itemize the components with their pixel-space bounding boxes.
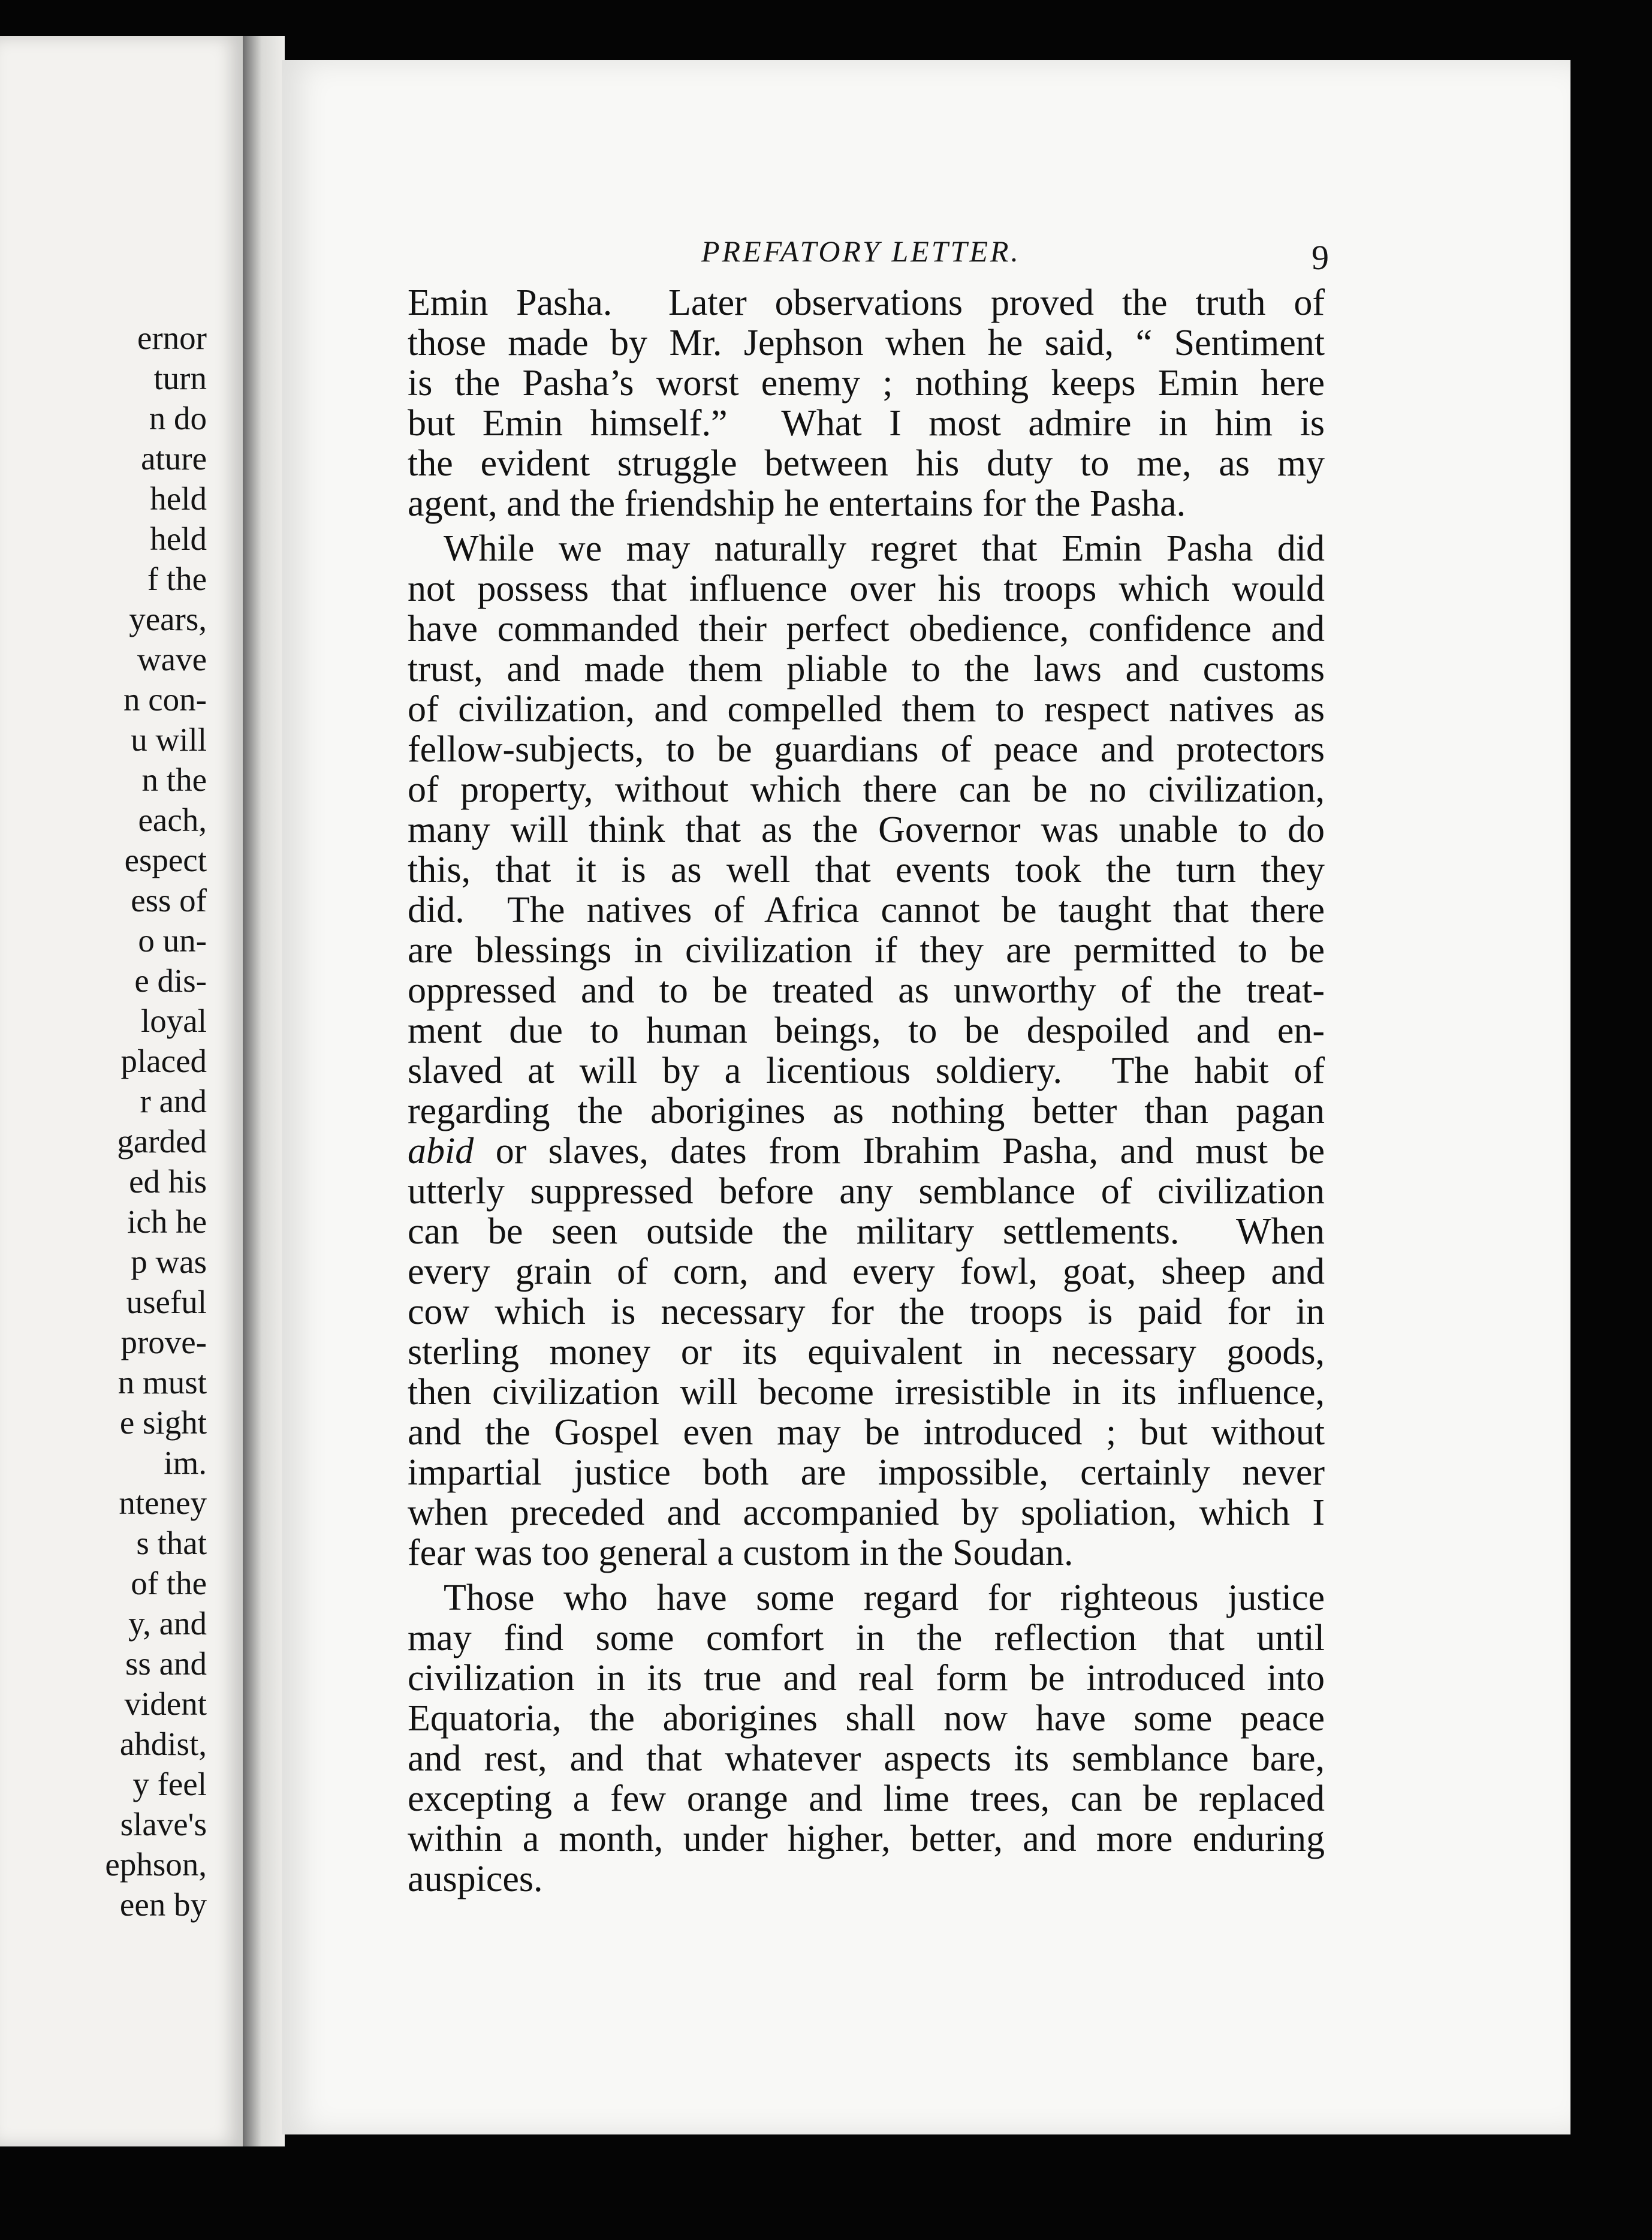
text-fragment: p was — [131, 1244, 207, 1280]
text-fragment: turn — [153, 360, 207, 396]
text-line: regarding the aborigines as nothing better than pagan — [408, 1091, 1325, 1131]
text-line: oppressed and to be treated as unworthy of the treat- — [408, 970, 1325, 1011]
text-line: within a month, under higher, better, and more enduring — [408, 1819, 1325, 1859]
text-line: then civilization will become irresistible in its influence, — [408, 1372, 1325, 1413]
text-fragment: een by — [119, 1886, 207, 1923]
text-line: not possess that influence over his troops which would — [408, 568, 1325, 609]
text-line: slaved at will by a licentious soldiery. The habit of — [408, 1050, 1325, 1091]
running-head: PREFATORY LETTER. — [701, 234, 1021, 268]
text-fragment: ephson, — [105, 1846, 207, 1883]
text-line: may find some comfort in the reflection that until — [408, 1618, 1325, 1658]
text-line: civilization in its true and real form be introduced into — [408, 1658, 1325, 1699]
text-fragment: y feel — [132, 1766, 207, 1802]
text-line: auspices. — [408, 1859, 543, 1899]
text-fragment: y, and — [128, 1605, 207, 1642]
text-fragment: n must — [117, 1364, 207, 1401]
text-fragment: n the — [141, 761, 207, 798]
paragraph — [408, 1578, 1325, 1899]
text-fragment: im. — [164, 1444, 207, 1481]
text-fragment: s that — [136, 1525, 207, 1561]
text-fragment: slave's — [120, 1806, 207, 1842]
text-line: but Emin himself.” What I most admire in him is — [408, 403, 1325, 444]
text-fragment: r and — [140, 1083, 207, 1119]
text-fragment: n con- — [123, 681, 207, 718]
text-line: many will think that as the Governor was unable to do — [408, 809, 1325, 850]
text-line: of civilization, and compelled them to respect natives as — [408, 689, 1325, 730]
text-fragment: useful — [126, 1284, 207, 1320]
text-fragment: of the — [131, 1565, 207, 1601]
book-gutter — [243, 36, 285, 2146]
text-line: did. The natives of Africa cannot be taught that there — [408, 890, 1325, 931]
body-text — [408, 283, 1325, 1899]
text-line: While we may naturally regret that Emin Pasha did — [444, 528, 1325, 569]
paragraph — [408, 529, 1325, 1573]
text-line: ment due to human beings, to be despoiled and en- — [408, 1010, 1325, 1051]
text-line: agent, and the friendship he entertains for the Pasha. — [408, 483, 1186, 524]
paragraph — [408, 283, 1325, 524]
text-line: every grain of corn, and every fowl, goat, sheep and — [408, 1251, 1325, 1292]
text-fragment: held — [150, 480, 207, 517]
text-fragment: ess of — [131, 882, 207, 919]
text-line: Emin Pasha. Later observations proved the truth of — [408, 282, 1325, 323]
text-fragment: ature — [141, 440, 207, 477]
text-line: sterling money or its equivalent in necessary goods, — [408, 1332, 1325, 1372]
text-fragment: ernor — [137, 320, 207, 356]
previous-page-text-column — [105, 318, 207, 1925]
text-fragment: nteney — [119, 1485, 207, 1521]
text-fragment: ahdist, — [119, 1726, 207, 1762]
text-line: and rest, and that whatever aspects its semblance bare, — [408, 1738, 1325, 1779]
text-line — [408, 1131, 1325, 1172]
text-line: and the Gospel even may be introduced ; but without — [408, 1412, 1325, 1453]
text-line: is the Pasha’s worst enemy ; nothing keeps Emin here — [408, 363, 1325, 404]
text-line: Equatoria, the aborigines shall now have some peace — [408, 1698, 1325, 1739]
text-fragment: wave — [137, 641, 207, 678]
text-fragment: e sight — [119, 1404, 207, 1441]
text-span: or slaves, dates from Ibrahim Pasha, and must be — [474, 1131, 1325, 1172]
text-line: excepting a few orange and lime trees, can be replaced — [408, 1778, 1325, 1819]
text-fragment: ed his — [129, 1163, 207, 1200]
text-fragment: placed — [120, 1043, 207, 1079]
text-fragment: espect — [124, 842, 207, 878]
text-line: Those who have some regard for righteous justice — [444, 1577, 1325, 1618]
text-line: those made by Mr. Jephson when he said, “ Sentiment — [408, 323, 1325, 363]
text-fragment: loyal — [141, 1002, 207, 1039]
previous-page-edge — [0, 36, 243, 2146]
book-page — [282, 60, 1570, 2134]
text-line: trust, and made them pliable to the laws and customs — [408, 649, 1325, 690]
text-line: the evident struggle between his duty to me, as my — [408, 443, 1325, 484]
text-line: are blessings in civilization if they are permitted to be — [408, 930, 1325, 971]
text-fragment: n do — [149, 400, 207, 436]
text-fragment: vident — [124, 1685, 207, 1722]
text-fragment: ss and — [125, 1645, 207, 1682]
text-fragment: u will — [131, 721, 207, 758]
text-line: can be seen outside the military settlements. When — [408, 1211, 1325, 1252]
text-fragment: o un- — [138, 922, 207, 959]
text-line: have commanded their perfect obedience, confidence and — [408, 609, 1325, 649]
text-fragment: e dis- — [134, 962, 207, 999]
text-line: when preceded and accompanied by spoliation, which I — [408, 1492, 1325, 1533]
text-line: utterly suppressed before any semblance of civilization — [408, 1171, 1325, 1212]
text-line: of property, without which there can be no civilization, — [408, 769, 1325, 810]
text-fragment: prove- — [120, 1324, 207, 1360]
text-fragment: held — [150, 520, 207, 557]
text-fragment: garded — [117, 1123, 207, 1160]
page-number: 9 — [1312, 238, 1329, 277]
text-line: impartial justice both are impossible, certainly never — [408, 1452, 1325, 1493]
text-fragment: f the — [147, 561, 207, 597]
text-line: fear was too general a custom in the Soudan. — [408, 1533, 1074, 1573]
text-fragment: ich he — [127, 1203, 207, 1240]
text-fragment: each, — [138, 802, 207, 838]
text-line: this, that it is as well that events took the turn they — [408, 850, 1325, 890]
text-line: cow which is necessary for the troops is paid for in — [408, 1291, 1325, 1332]
text-fragment: years, — [129, 601, 207, 637]
text-line: fellow-subjects, to be guardians of peace and protectors — [408, 729, 1325, 770]
italic-word: abid — [408, 1131, 474, 1172]
